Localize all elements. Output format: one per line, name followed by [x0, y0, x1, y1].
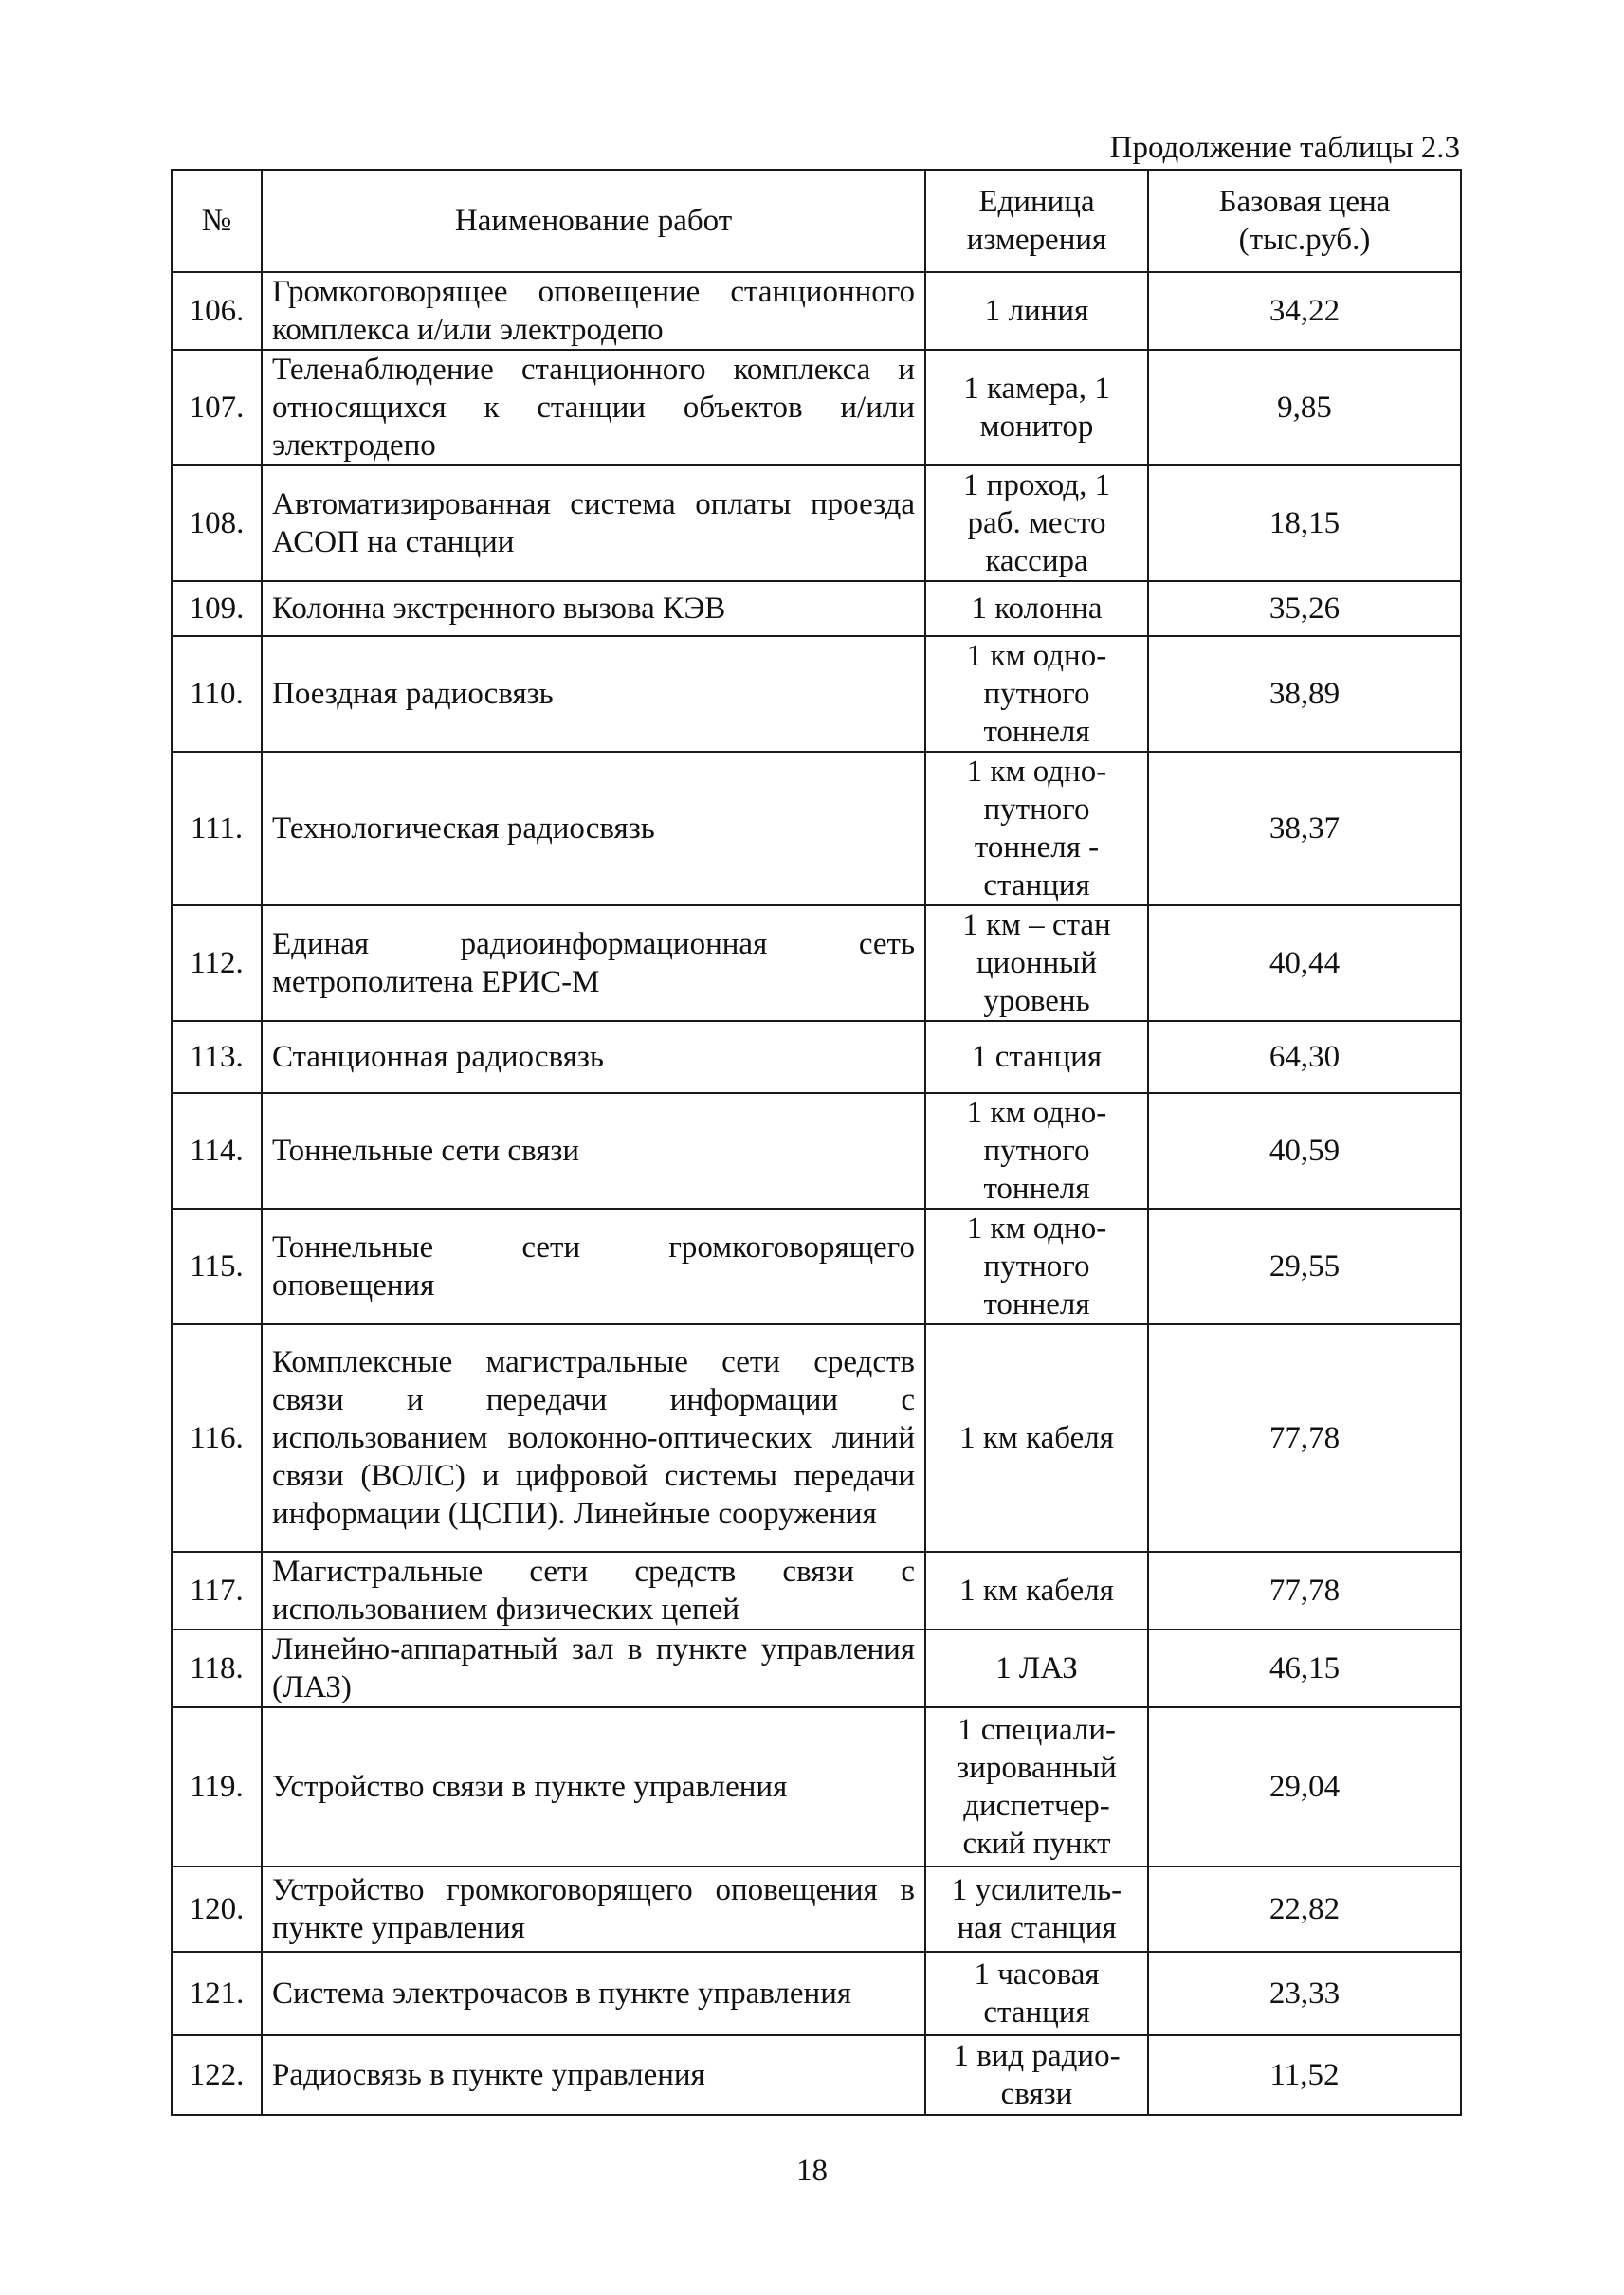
row-num: 120. [172, 1867, 262, 1952]
header-unit: Единица измерения [925, 170, 1148, 272]
row-price: 77,78 [1148, 1324, 1461, 1552]
table-row [172, 1324, 1461, 1552]
row-name: Комплексные магистральные сети средств связи и передачи информации с использованием волоконно-оптических линий связи (ВОЛС) и цифровой системы передачи информации (ЦСПИ). Линейные сооружения [262, 1324, 925, 1552]
row-unit: 1 км одно-путного тоннеля - станция [925, 752, 1148, 905]
header-price: Базовая цена (тыс.руб.) [1148, 170, 1461, 272]
row-name: Колонна экстренного вызова КЭВ [262, 581, 925, 636]
table-row [172, 1093, 1461, 1209]
row-unit: 1 специали-зированный диспетчер-ский пункт [925, 1707, 1148, 1867]
table-row [172, 581, 1461, 636]
table-row [172, 1552, 1461, 1630]
row-name: Теленаблюдение станционного комплекса и относящихся к станции объектов и/или электродепо [262, 350, 925, 465]
table-row [172, 1952, 1461, 2035]
table-row [172, 2035, 1461, 2115]
row-name: Технологическая радиосвязь [262, 752, 925, 905]
row-unit: 1 км одно-путного тоннеля [925, 1209, 1148, 1324]
row-num: 115. [172, 1209, 262, 1324]
row-num: 109. [172, 581, 262, 636]
row-name: Линейно-аппаратный зал в пункте управления (ЛАЗ) [262, 1630, 925, 1707]
row-unit: 1 км кабеля [925, 1324, 1148, 1552]
table-row [172, 350, 1461, 465]
row-unit: 1 колонна [925, 581, 1148, 636]
row-name: Радиосвязь в пункте управления [262, 2035, 925, 2115]
row-unit: 1 камера, 1 монитор [925, 350, 1148, 465]
table-caption: Продолжение таблицы 2.3 [1109, 131, 1460, 165]
row-num: 112. [172, 905, 262, 1021]
row-num: 118. [172, 1630, 262, 1707]
table-row [172, 1021, 1461, 1093]
row-price: 77,78 [1148, 1552, 1461, 1630]
row-num: 121. [172, 1952, 262, 2035]
row-price: 64,30 [1148, 1021, 1461, 1093]
row-unit: 1 станция [925, 1021, 1148, 1093]
row-price: 22,82 [1148, 1867, 1461, 1952]
row-name: Поездная радиосвязь [262, 636, 925, 752]
row-num: 119. [172, 1707, 262, 1867]
table-row [172, 1630, 1461, 1707]
row-num: 111. [172, 752, 262, 905]
table-row [172, 1707, 1461, 1867]
row-name: Устройство связи в пункте управления [262, 1707, 925, 1867]
row-num: 107. [172, 350, 262, 465]
row-name: Единая радиоинформационная сеть метрополитена ЕРИС-М [262, 905, 925, 1021]
row-num: 113. [172, 1021, 262, 1093]
row-price: 40,44 [1148, 905, 1461, 1021]
row-unit: 1 км одно-путного тоннеля [925, 1093, 1148, 1209]
row-price: 40,59 [1148, 1093, 1461, 1209]
row-unit: 1 ЛАЗ [925, 1630, 1148, 1707]
row-price: 11,52 [1148, 2035, 1461, 2115]
row-name: Тоннельные сети громкоговорящего оповещения [262, 1209, 925, 1324]
row-num: 110. [172, 636, 262, 752]
row-price: 29,55 [1148, 1209, 1461, 1324]
table-row [172, 905, 1461, 1021]
row-name: Автоматизированная система оплаты проезда АСОП на станции [262, 465, 925, 581]
row-name: Система электрочасов в пункте управления [262, 1952, 925, 2035]
row-price: 29,04 [1148, 1707, 1461, 1867]
row-name: Станционная радиосвязь [262, 1021, 925, 1093]
row-unit: 1 км кабеля [925, 1552, 1148, 1630]
row-unit: 1 км – стан ционный уровень [925, 905, 1148, 1021]
header-name: Наименование работ [262, 170, 925, 272]
table-row [172, 636, 1461, 752]
row-num: 114. [172, 1093, 262, 1209]
header-num: № [172, 170, 262, 272]
row-price: 38,89 [1148, 636, 1461, 752]
table-header-row [172, 170, 1461, 272]
row-price: 38,37 [1148, 752, 1461, 905]
row-num: 108. [172, 465, 262, 581]
works-price-table [171, 169, 1462, 2116]
row-unit: 1 вид радио-связи [925, 2035, 1148, 2115]
table-row [172, 1209, 1461, 1324]
row-num: 116. [172, 1324, 262, 1552]
row-name: Громкоговорящее оповещение станционного комплекса и/или электродепо [262, 272, 925, 350]
row-unit: 1 проход, 1 раб. место кассира [925, 465, 1148, 581]
page-number: 18 [796, 2154, 828, 2188]
table-row [172, 1867, 1461, 1952]
row-num: 117. [172, 1552, 262, 1630]
row-name: Тоннельные сети связи [262, 1093, 925, 1209]
row-unit: 1 км одно-путного тоннеля [925, 636, 1148, 752]
row-num: 106. [172, 272, 262, 350]
row-unit: 1 линия [925, 272, 1148, 350]
row-num: 122. [172, 2035, 262, 2115]
row-price: 46,15 [1148, 1630, 1461, 1707]
row-name: Устройство громкоговорящего оповещения в пункте управления [262, 1867, 925, 1952]
table-row [172, 752, 1461, 905]
row-price: 18,15 [1148, 465, 1461, 581]
row-unit: 1 часовая станция [925, 1952, 1148, 2035]
row-price: 34,22 [1148, 272, 1461, 350]
row-price: 9,85 [1148, 350, 1461, 465]
table-row [172, 465, 1461, 581]
row-price: 23,33 [1148, 1952, 1461, 2035]
row-price: 35,26 [1148, 581, 1461, 636]
row-name: Магистральные сети средств связи с использованием физических цепей [262, 1552, 925, 1630]
table-row [172, 272, 1461, 350]
row-unit: 1 усилитель-ная станция [925, 1867, 1148, 1952]
